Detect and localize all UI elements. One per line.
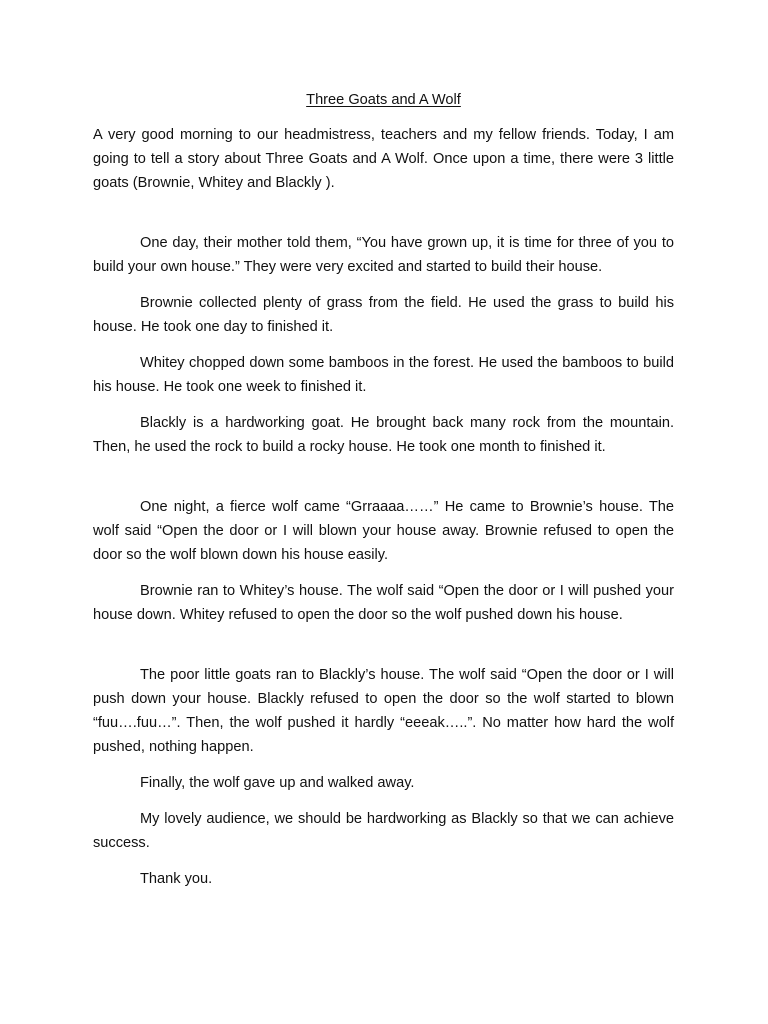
paragraph-mother: One day, their mother told them, “You have grown up, it is time for three of you to build your own house.” They were very excited and started to build their house. [93,235,674,275]
paragraph-moral: My lovely audience, we should be hardworking as Blackly so that we can achieve success. [93,811,674,851]
closing-line: Thank you. [140,871,213,887]
paragraph-intro: A very good morning to our headmistress, teachers and my fellow friends. Today, I am going to tell a story about Three Goats and A Wolf. Once upon a time, there were 3 little goats (Brownie, Whitey and Blackly ). [93,127,674,191]
paragraph-blackly-house: The poor little goats ran to Blackly’s house. The wolf said “Open the door or I will push down your house. Blackly refused to open the door so the wolf started to blown “fuu….fuu…”. Then, the wolf pushed it hardly “eeeak…..”. No matter how hard the wolf pushed, nothing happen. [93,667,674,755]
paragraph-finally: Finally, the wolf gave up and walked away. [140,775,415,791]
paragraph-wolf-comes: One night, a fierce wolf came “Grraaaa……” He came to Brownie’s house. The wolf said “Open the door or I will blown your house away. Brownie refused to open the door so the wolf blown down his house easily. [93,499,674,563]
document-title: Three Goats and A Wolf [306,92,461,108]
paragraph-whitey-house: Brownie ran to Whitey’s house. The wolf said “Open the door or I will pushed your house down. Whitey refused to open the door so the wolf pushed down his house. [93,583,674,623]
paragraph-whitey: Whitey chopped down some bamboos in the forest. He used the bamboos to build his house. He took one week to finished it. [93,355,674,395]
paragraph-blackly: Blackly is a hardworking goat. He brought back many rock from the mountain. Then, he used the rock to build a rocky house. He took one month to finished it. [93,415,674,455]
paragraph-brownie: Brownie collected plenty of grass from the field. He used the grass to build his house. He took one day to finished it. [93,295,674,335]
